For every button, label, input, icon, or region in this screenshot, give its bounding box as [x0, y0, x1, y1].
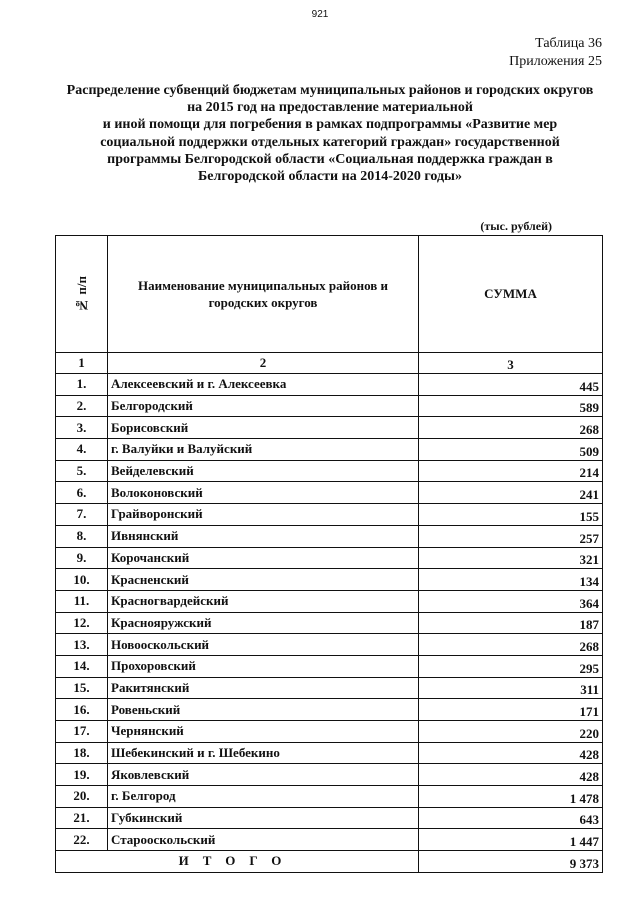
table-row [56, 504, 603, 526]
row-name: Борисовский [108, 417, 419, 439]
row-index: 4. [56, 439, 108, 461]
table-row [56, 699, 603, 721]
document-title [40, 82, 620, 185]
column-number: 1 [56, 353, 108, 374]
row-name: г. Валуйки и Валуйский [108, 439, 419, 461]
row-name: Краснояружский [108, 612, 419, 634]
table-row [56, 634, 603, 656]
row-name: Чернянский [108, 721, 419, 743]
row-value: 295 [419, 655, 603, 677]
row-name: Грайворонский [108, 504, 419, 526]
row-index: 8. [56, 525, 108, 547]
table-row [56, 829, 603, 851]
row-index: 3. [56, 417, 108, 439]
row-value: 321 [419, 547, 603, 569]
total-row [56, 851, 603, 873]
table-row [56, 460, 603, 482]
row-index: 14. [56, 655, 108, 677]
table-reference: Таблица 36 [535, 36, 602, 51]
row-name: г. Белгород [108, 786, 419, 808]
row-value: 220 [419, 721, 603, 743]
table-row [56, 547, 603, 569]
table-row [56, 764, 603, 786]
row-value: 171 [419, 699, 603, 721]
column-number: 3 [419, 353, 603, 374]
row-index: 2. [56, 395, 108, 417]
header-name: Наименование муниципальных районов и городских округов [108, 236, 419, 353]
row-index: 20. [56, 786, 108, 808]
title-line: социальной поддержки отдельных категорий граждан» государственной [100, 134, 560, 150]
row-value: 643 [419, 807, 603, 829]
row-value: 187 [419, 612, 603, 634]
table-row [56, 677, 603, 699]
row-index: 6. [56, 482, 108, 504]
title-line: и иной помощи для погребения в рамках подпрограммы «Развитие мер [102, 117, 558, 133]
row-index: 15. [56, 677, 108, 699]
title-line: программы Белгородской области «Социальная поддержка граждан в [107, 151, 553, 167]
row-name: Красногвардейский [108, 590, 419, 612]
total-label: ИТОГО [56, 851, 419, 873]
table-row [56, 569, 603, 591]
row-value: 214 [419, 460, 603, 482]
table-row [56, 721, 603, 743]
row-value: 155 [419, 504, 603, 526]
row-value: 445 [419, 374, 603, 396]
table-row [56, 439, 603, 461]
header-sum: СУММА [419, 236, 603, 353]
row-value: 311 [419, 677, 603, 699]
row-value: 364 [419, 590, 603, 612]
row-value: 509 [419, 439, 603, 461]
page-number: 921 [311, 9, 329, 20]
row-name: Яковлевский [108, 764, 419, 786]
row-value: 268 [419, 417, 603, 439]
row-value: 428 [419, 742, 603, 764]
row-index: 18. [56, 742, 108, 764]
table-row [56, 786, 603, 808]
row-name: Вейделевский [108, 460, 419, 482]
table-row [56, 612, 603, 634]
row-name: Волоконовский [108, 482, 419, 504]
row-name: Ракитянский [108, 677, 419, 699]
row-value: 428 [419, 764, 603, 786]
table-row [56, 655, 603, 677]
distribution-table [55, 235, 603, 873]
row-name: Ровеньский [108, 699, 419, 721]
header-index [56, 236, 108, 353]
row-value: 1 447 [419, 829, 603, 851]
row-index: 19. [56, 764, 108, 786]
row-index: 11. [56, 590, 108, 612]
row-name: Красненский [108, 569, 419, 591]
row-name: Корочанский [108, 547, 419, 569]
row-value: 241 [419, 482, 603, 504]
table-row [56, 395, 603, 417]
total-value: 9 373 [419, 851, 603, 873]
title-line: Белгородской области на 2014-2020 годы» [198, 169, 462, 185]
row-name: Новооскольский [108, 634, 419, 656]
row-index: 7. [56, 504, 108, 526]
table-row [56, 590, 603, 612]
table-row [56, 482, 603, 504]
row-index: 13. [56, 634, 108, 656]
row-index: 5. [56, 460, 108, 482]
row-index: 1. [56, 374, 108, 396]
row-value: 257 [419, 525, 603, 547]
row-name: Губкинский [108, 807, 419, 829]
row-name: Прохоровский [108, 655, 419, 677]
table-row [56, 525, 603, 547]
row-value: 134 [419, 569, 603, 591]
table-row [56, 417, 603, 439]
row-value: 268 [419, 634, 603, 656]
table-row [56, 742, 603, 764]
row-index: 16. [56, 699, 108, 721]
row-value: 589 [419, 395, 603, 417]
row-name: Белгородский [108, 395, 419, 417]
table-row [56, 807, 603, 829]
appendix-reference: Приложения 25 [509, 54, 602, 69]
column-number-row [56, 353, 603, 374]
row-index: 10. [56, 569, 108, 591]
table-row [56, 374, 603, 396]
row-name: Шебекинский и г. Шебекино [108, 742, 419, 764]
row-index: 12. [56, 612, 108, 634]
header-index-label: № п/п [73, 275, 89, 313]
row-name: Старооскольский [108, 829, 419, 851]
row-value: 1 478 [419, 786, 603, 808]
row-name: Ивнянский [108, 525, 419, 547]
column-number: 2 [108, 353, 419, 374]
row-index: 22. [56, 829, 108, 851]
unit-label: (тыс. рублей) [480, 219, 552, 233]
row-name: Алексеевский и г. Алексеевка [108, 374, 419, 396]
title-line: на 2015 год на предоставление материальной [187, 100, 473, 116]
row-index: 17. [56, 721, 108, 743]
row-index: 21. [56, 807, 108, 829]
title-line: Распределение субвенций бюджетам муниципальных районов и городских округов [66, 83, 594, 98]
table-body [56, 374, 603, 851]
row-index: 9. [56, 547, 108, 569]
table-header-row [56, 236, 603, 353]
